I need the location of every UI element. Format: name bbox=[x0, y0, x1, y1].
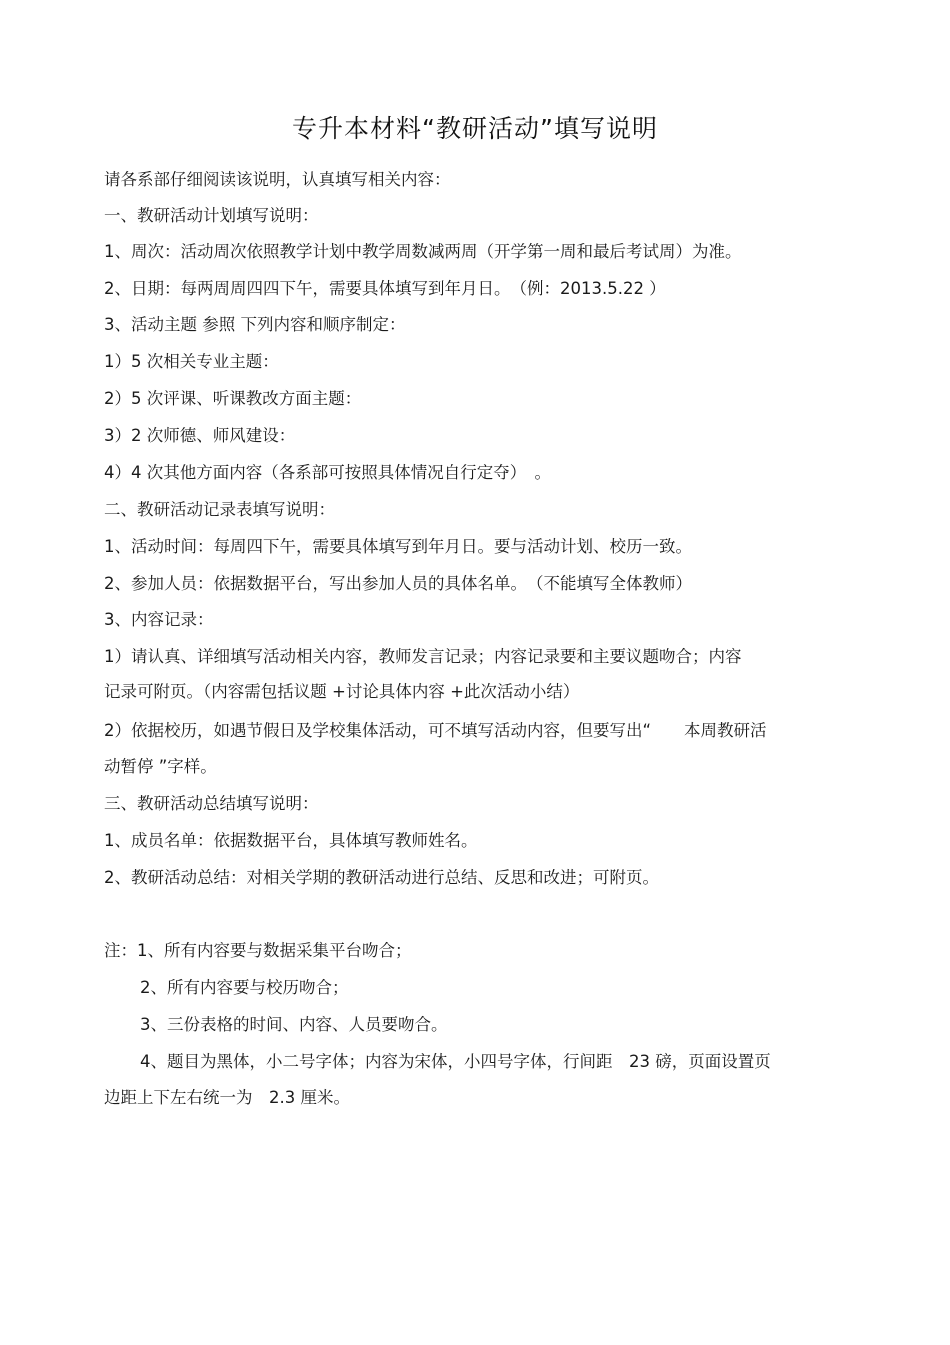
intro-line: 请各系部仔细阅读该说明，认真填写相关内容： bbox=[104, 170, 451, 189]
section-2-subitem-1-cont: 记录可附页。（内容需包括议题 +讨论具体内容 +此次活动小结） bbox=[104, 682, 580, 701]
section-2-item-2: 2、参加人员：依据数据平台，写出参加人员的具体名单。 （不能填写全体教师） bbox=[104, 574, 692, 593]
note-4: 4、题目为黑体，小二号字体；内容为宋体，小四号字体，行间距 23 磅，页面设置页 bbox=[140, 1052, 771, 1071]
note-1: 注：1、所有内容要与数据采集平台吻合； bbox=[104, 941, 412, 960]
section-3-item-2: 2、教研活动总结：对相关学期的教研活动进行总结、反思和改进；可附页。 bbox=[104, 868, 659, 887]
note-3: 3、三份表格的时间、内容、人员要吻合。 bbox=[140, 1015, 448, 1034]
section-3-heading: 三、教研活动总结填写说明： bbox=[104, 794, 319, 813]
section-1-item-2: 2、日期：每两周周四四下午，需要具体填写到年月日。 （例：2013.5.22 ） bbox=[104, 279, 666, 298]
section-3-item-1: 1、成员名单：依据数据平台，具体填写教师姓名。 bbox=[104, 831, 478, 850]
document-title: 专升本材料“教研活动”填写说明 bbox=[292, 114, 658, 143]
section-2-item-1: 1、活动时间：每周四下午，需要具体填写到年月日。要与活动计划、校历一致。 bbox=[104, 537, 692, 556]
section-1-item-3: 3、活动主题 参照 下列内容和顺序制定： bbox=[104, 315, 406, 334]
section-1-subitem-2: 2）5 次评课、听课教改方面主题： bbox=[104, 389, 362, 408]
section-1-subitem-4: 4）4 次其他方面内容（各系部可按照具体情况自行定夺） 。 bbox=[104, 463, 551, 482]
section-2-subitem-1: 1）请认真、详细填写活动相关内容，教师发言记录；内容记录要和主要议题吻合；内容 bbox=[104, 647, 742, 666]
section-1-subitem-3: 3）2 次师德、师风建设： bbox=[104, 426, 296, 445]
section-2-subitem-2: 2）依据校历，如遇节假日及学校集体活动，可不填写活动内容，但要写出“ 本周教研活 bbox=[104, 721, 767, 740]
section-1-subitem-1: 1）5 次相关专业主题： bbox=[104, 352, 279, 371]
section-2-item-3: 3、内容记录： bbox=[104, 610, 214, 629]
note-2: 2、所有内容要与校历吻合； bbox=[140, 978, 349, 997]
section-2-heading: 二、教研活动记录表填写说明： bbox=[104, 500, 335, 519]
note-4-cont: 边距上下左右统一为 2.3 厘米。 bbox=[104, 1088, 350, 1107]
section-1-heading: 一、教研活动计划填写说明： bbox=[104, 206, 319, 225]
section-1-item-1: 1、周次：活动周次依照教学计划中教学周数减两周（开学第一周和最后考试周）为准。 bbox=[104, 242, 742, 261]
section-2-subitem-2-cont: 动暂停 ”字样。 bbox=[104, 757, 217, 776]
